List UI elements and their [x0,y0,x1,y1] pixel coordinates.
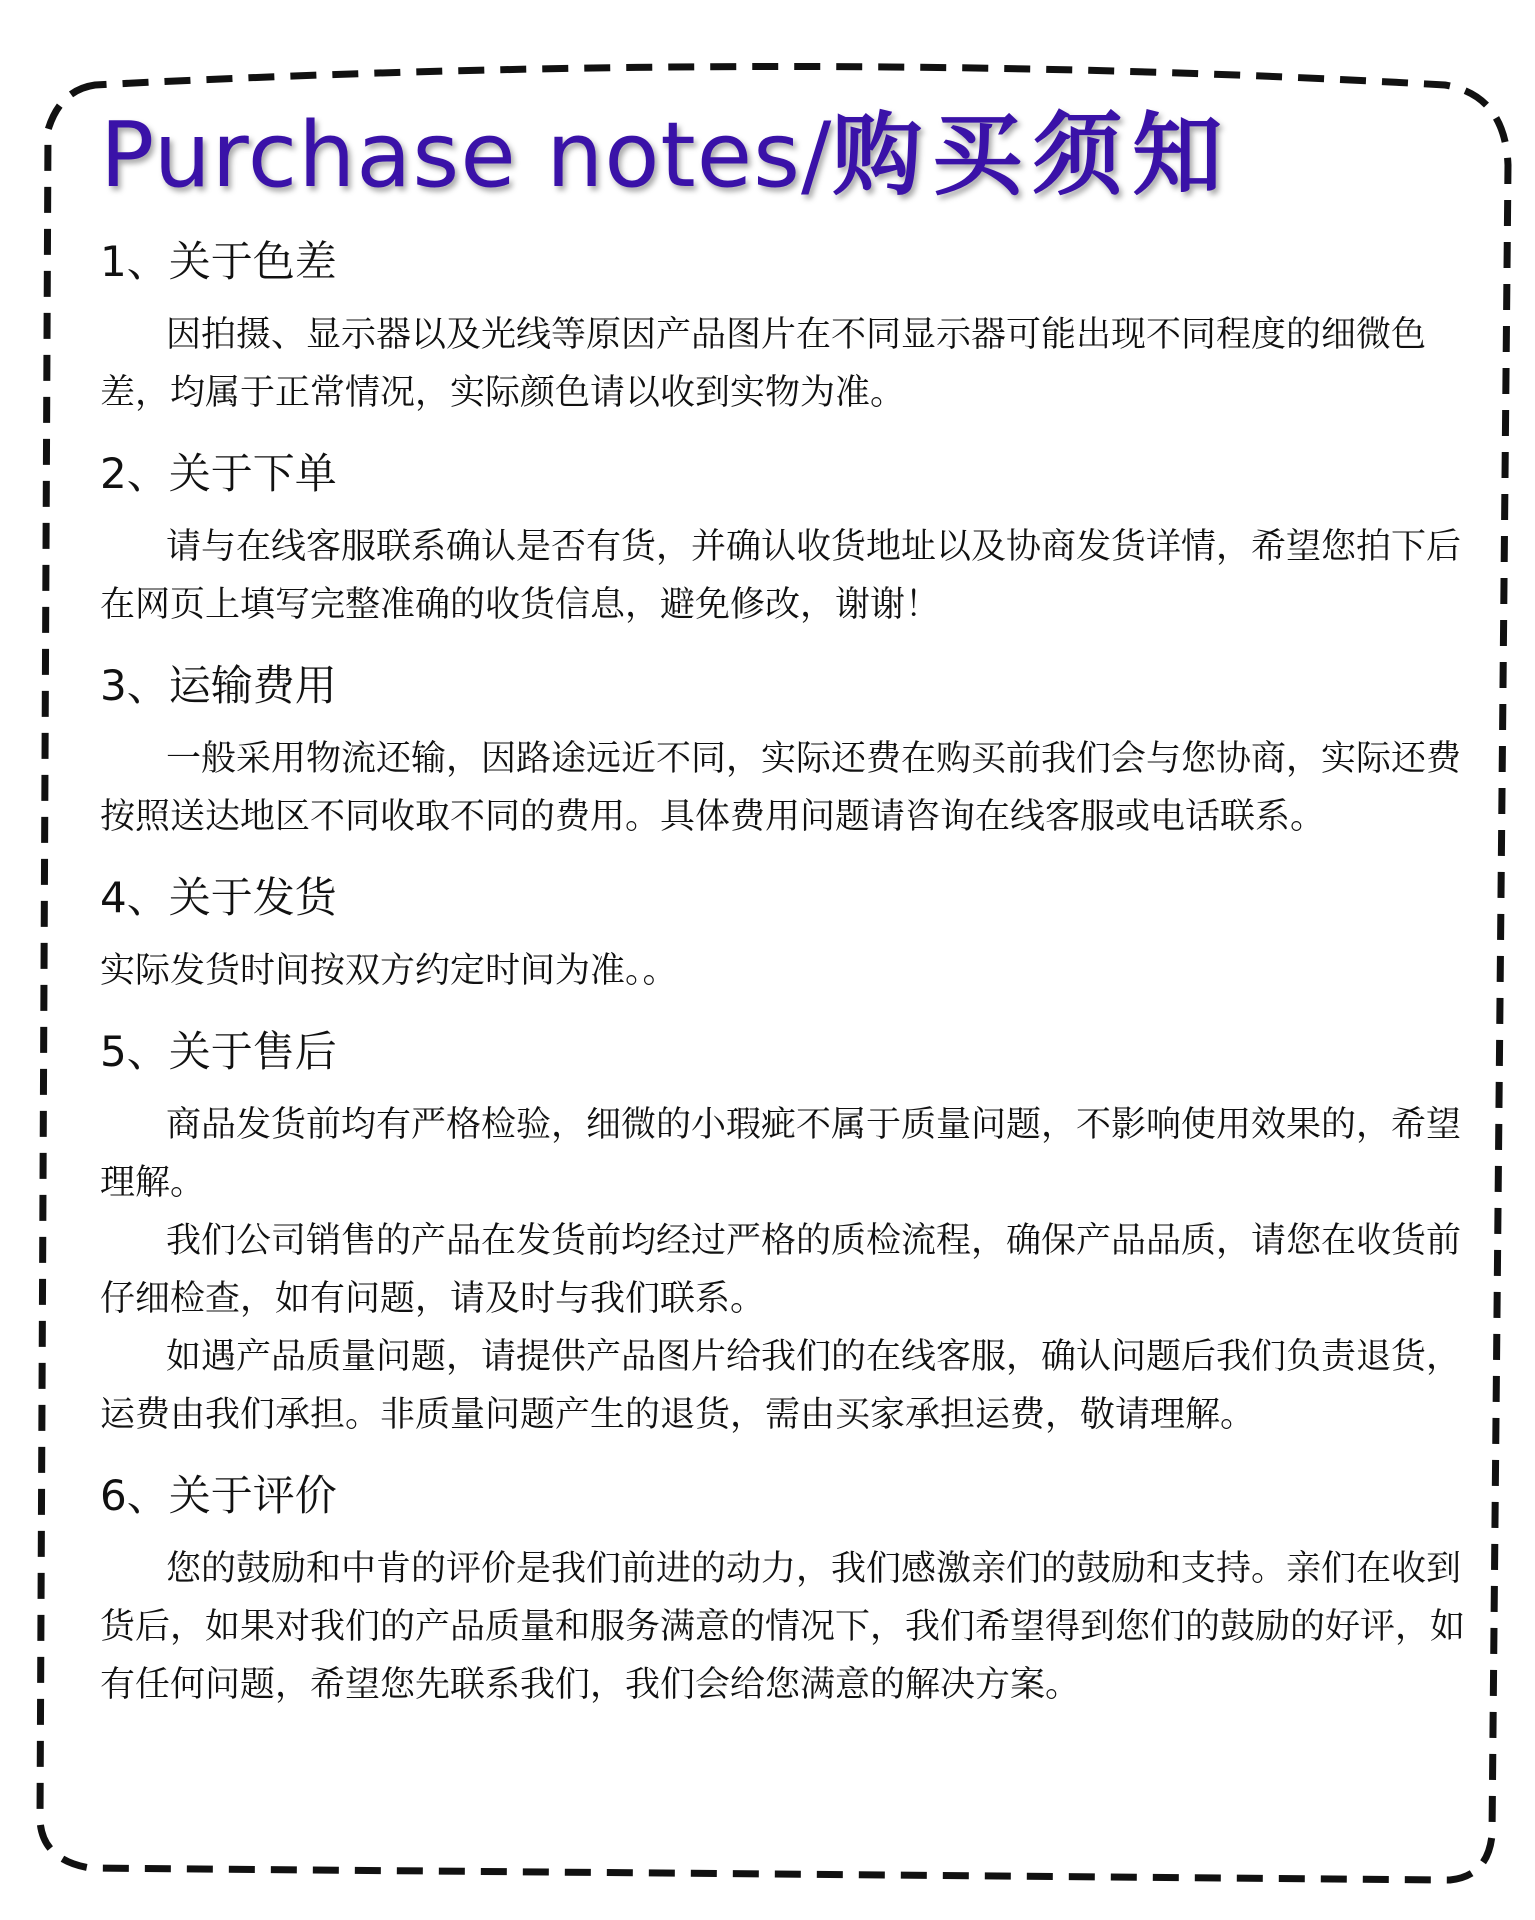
purchase-notes-content [100,100,1480,1714]
page-title [100,100,1480,210]
section-paragraph: 因拍摄、显示器以及光线等原因产品图片在不同显示器可能出现不同程度的细微色差，均属于正常情况，实际颜色请以收到实物为准。 [100,315,1427,413]
section-paragraph: 一般采用物流还输，因路途远近不同，实际还费在购买前我们会与您协商，实际还费按照送达地区不同收取不同的费用。具体费用问题请咨询在线客服或电话联系。 [100,739,1462,837]
section-heading: 1、关于色差 [100,237,337,286]
title-english: Purchase notes/ [100,103,833,208]
section-color-difference [100,232,1480,422]
section-ordering [100,444,1480,634]
section-paragraph: 实际发货时间按双方约定时间为准。。 [100,951,678,991]
section-heading: 5、关于售后 [100,1027,337,1076]
section-reviews [100,1466,1480,1714]
section-shipping-cost [100,656,1480,846]
section-delivery [100,868,1480,1000]
section-paragraph: 您的鼓励和中肯的评价是我们前进的动力，我们感激亲们的鼓励和支持。亲们在收到货后，如果对我们的产品质量和服务满意的情况下，我们希望得到您们的鼓励的好评，如有任何问题，希望您先联系我们，我们会给您满意的解决方案。 [100,1549,1466,1705]
title-chinese: 购买须知 [832,102,1233,208]
section-heading: 3、运输费用 [100,661,337,710]
section-paragraph: 商品发货前均有严格检验，细微的小瑕疵不属于质量问题，不影响使用效果的，希望理解。 [100,1105,1462,1203]
section-heading: 4、关于发货 [100,873,337,922]
section-heading: 2、关于下单 [100,449,337,498]
section-paragraph: 如遇产品质量问题，请提供产品图片给我们的在线客服，确认问题后我们负责退货，运费由我们承担。非质量问题产生的退货，需由买家承担运费，敬请理解。 [100,1337,1462,1435]
section-heading: 6、关于评价 [100,1471,337,1520]
section-paragraph: 请与在线客服联系确认是否有货，并确认收货地址以及协商发货详情，希望您拍下后在网页上填写完整准确的收货信息，避免修改，谢谢！ [100,527,1462,625]
section-paragraph: 我们公司销售的产品在发货前均经过严格的质检流程，确保产品品质，请您在收货前仔细检查，如有问题，请及时与我们联系。 [100,1221,1462,1319]
section-after-sales [100,1022,1480,1444]
